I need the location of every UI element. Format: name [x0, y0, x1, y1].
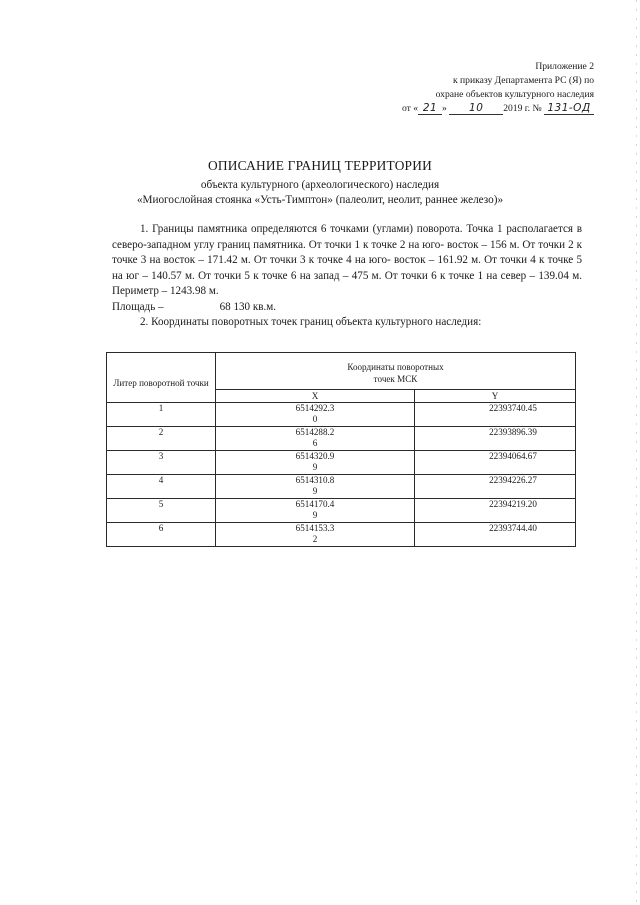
order-date-line — [364, 102, 594, 116]
document-title: ОПИСАНИЕ ГРАНИЦ ТЕРРИТОРИИ — [208, 158, 432, 173]
point-number: 4 — [107, 475, 216, 499]
point-x — [216, 427, 415, 451]
boundary-text: 1. Границы памятника определяются 6 точками (углами) поворота. Точка 1 располагается в северо-западном углу границ памятника. От точки 1 к точке 2 на юго- восток – 156 м. От точки 2 к точке 3 на восток – 171.42 м. От точки 3 к точке 4 на юго- восток – 161.92 м. От точки 4 к точке 5 на юг – 140.57 м. От точки 5 к точке 6 на запад – 475 м. От точки 6 к точке 1 на север – 139.04 м. Периметр – 1243.98 м. — [112, 223, 582, 298]
table-row — [107, 403, 576, 427]
point-x — [216, 403, 415, 427]
header-coords-line1: Координаты поворотных — [347, 362, 444, 372]
point-number: 6 — [107, 523, 216, 547]
area-value: 68 130 кв.м. — [219, 300, 277, 313]
order-year: 2019 г. № — [503, 103, 542, 114]
point-x-tail: 2 — [312, 534, 318, 544]
coordinates-table — [106, 352, 576, 547]
point-number: 5 — [107, 499, 216, 523]
point-x — [216, 523, 415, 547]
table-row — [107, 427, 576, 451]
point-x — [216, 499, 415, 523]
table-row — [107, 451, 576, 475]
header-liter: Литер поворотной точки — [107, 353, 216, 403]
header-x: X — [216, 390, 415, 403]
point-x-main: 6514292.3 — [295, 403, 335, 413]
appendix-header — [364, 60, 594, 116]
order-day: 21 — [418, 103, 442, 115]
boundary-description — [112, 222, 582, 316]
point-x-main: 6514310.8 — [295, 475, 335, 485]
point-x-tail: 6 — [312, 438, 318, 448]
area-line — [112, 300, 582, 316]
point-y: 22393896.39 — [415, 427, 576, 451]
point-x — [216, 475, 415, 499]
table-row — [107, 475, 576, 499]
point-number: 2 — [107, 427, 216, 451]
table-row — [107, 499, 576, 523]
date-prefix: от « — [401, 103, 418, 114]
point-x-tail: 0 — [312, 414, 318, 424]
point-x-main: 6514170.4 — [295, 499, 335, 509]
object-name: «Миогослойная стоянка «Усть-Тимптон» (палеолит, неолит, раннее железо)» — [136, 194, 504, 206]
area-label: Площадь – — [112, 300, 164, 313]
coordinates-intro: 2. Координаты поворотных точек границ объекта культурного наследия: — [140, 316, 482, 328]
point-x — [216, 451, 415, 475]
point-x-main: 6514153.3 — [295, 523, 335, 533]
point-x-tail: 9 — [312, 486, 318, 496]
order-month: 10 — [449, 103, 503, 115]
order-number: 131-ОД — [544, 103, 594, 115]
point-x-main: 6514288.2 — [295, 427, 335, 437]
point-x-tail: 9 — [312, 510, 318, 520]
scan-edge-marks — [636, 0, 637, 905]
header-coords-line2: точек МСК — [373, 374, 418, 384]
point-y: 22394219.20 — [415, 499, 576, 523]
point-number: 1 — [107, 403, 216, 427]
point-y: 22394064.67 — [415, 451, 576, 475]
point-y: 22393744.40 — [415, 523, 576, 547]
object-type: объекта культурного (археологического) наследия — [200, 179, 440, 191]
table-header-row — [107, 353, 576, 390]
appendix-department: охране объектов культурного наследия — [435, 89, 594, 100]
header-coords — [216, 353, 576, 390]
appendix-title: Приложение 2 — [535, 61, 594, 72]
appendix-order-ref: к приказу Департамента РС (Я) по — [452, 75, 594, 86]
point-x-main: 6514320.9 — [295, 451, 335, 461]
point-x-tail: 9 — [312, 462, 318, 472]
table-row — [107, 523, 576, 547]
date-mid: » — [442, 103, 447, 114]
title-block — [0, 157, 640, 208]
point-y: 22393740.45 — [415, 403, 576, 427]
point-number: 3 — [107, 451, 216, 475]
header-y: Y — [415, 390, 576, 403]
point-y: 22394226.27 — [415, 475, 576, 499]
